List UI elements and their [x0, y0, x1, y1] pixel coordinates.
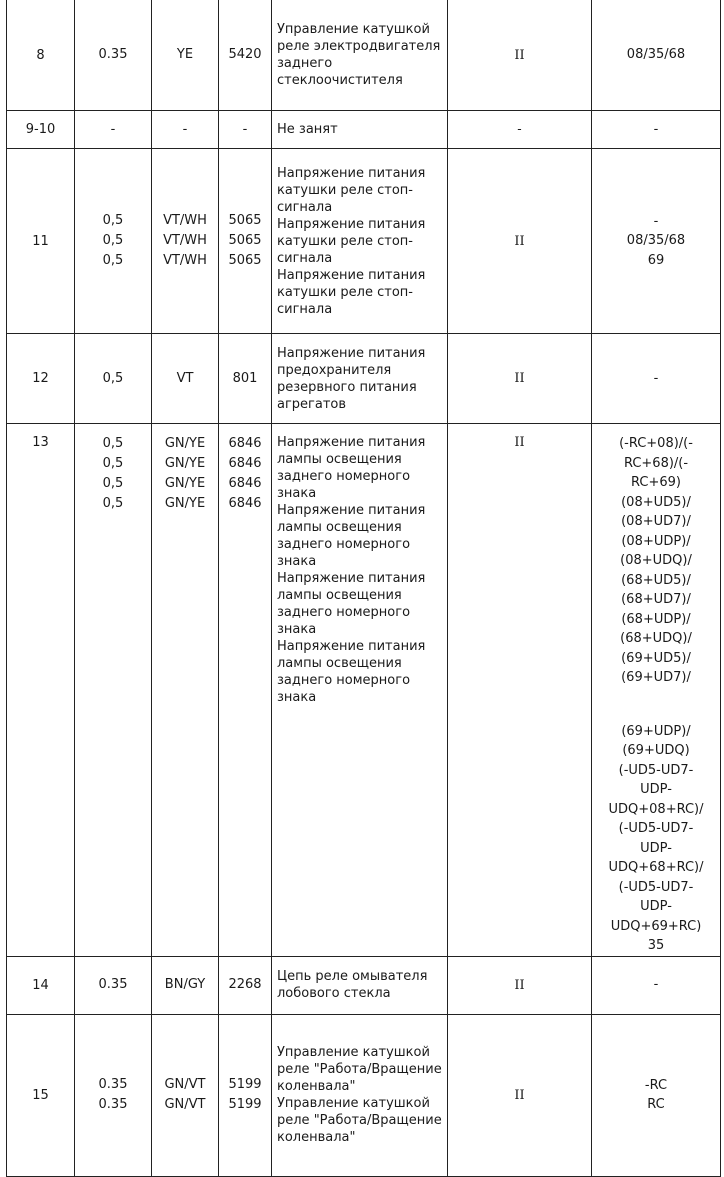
variant-line-list — [592, 975, 720, 995]
variant-line: UDQ+68+RC)/ — [608, 860, 704, 875]
description-cell — [272, 334, 448, 424]
wire-color: VT/WH — [163, 253, 207, 268]
wire-color-list — [152, 975, 218, 995]
wire-color-list — [152, 1075, 218, 1115]
description-line-list — [277, 345, 443, 413]
wire-code: 6846 — [228, 436, 262, 451]
wire-code: 5420 — [228, 47, 262, 62]
code-cell — [219, 111, 272, 149]
description-line-list — [277, 165, 443, 318]
variant-gap — [592, 688, 720, 722]
description-line: Управление катушкой реле "Работа/Вращение коленвала" — [277, 1096, 442, 1145]
variant-cell — [592, 0, 721, 111]
pin-number: 14 — [32, 977, 49, 993]
section-cell — [75, 149, 152, 334]
wire-section-list — [75, 1075, 151, 1115]
wire-code: 6846 — [228, 456, 262, 471]
table-row — [7, 424, 721, 957]
wire-color: VT — [176, 370, 194, 386]
variant-line: 69 — [647, 252, 665, 268]
variant-line: (-UD5-UD7- — [618, 821, 694, 836]
code-cell — [219, 956, 272, 1014]
wire-section-list — [75, 369, 151, 389]
grade-cell — [448, 111, 592, 149]
pin-number: 9-10 — [25, 122, 56, 137]
section-cell — [75, 334, 152, 424]
variant-line: (08+UDP)/ — [621, 533, 691, 549]
variant-line-list — [592, 212, 720, 271]
variant-line: UDP- — [640, 840, 672, 856]
pin-cell — [7, 956, 75, 1014]
pin-cell — [7, 1014, 75, 1176]
wire-code: 6846 — [228, 476, 262, 491]
variant-line: -RC — [644, 1077, 668, 1093]
grade-cell — [448, 0, 592, 111]
variant-line: - — [653, 370, 659, 386]
wire-code-list — [219, 975, 271, 995]
description-line-list — [277, 434, 443, 706]
description-line: Управление катушкой реле "Работа/Вращение коленвала" — [277, 1045, 442, 1094]
section-cell — [75, 111, 152, 149]
variant-cell — [592, 149, 721, 334]
variant-line-list — [592, 722, 720, 956]
grade-value: - — [517, 122, 522, 137]
grade-value: II — [514, 435, 525, 450]
wire-code-list — [219, 1075, 271, 1115]
wire-section-list — [75, 975, 151, 995]
wire-color-list — [152, 45, 218, 65]
wire-code: - — [242, 121, 248, 137]
wire-section: 0.35 — [98, 977, 128, 992]
code-cell — [219, 1014, 272, 1176]
wire-code: 801 — [232, 370, 258, 386]
section-cell — [75, 1014, 152, 1176]
wire-section: 0,5 — [102, 476, 124, 491]
description-line-list — [277, 121, 443, 138]
description-line: Напряжение питания катушки реле стоп-сигнала — [277, 216, 426, 266]
grade-value: II — [514, 977, 525, 993]
pin-cell — [7, 334, 75, 424]
description-line: Напряжение питания предохранителя резервного питания агрегатов — [277, 345, 426, 412]
wire-code-list — [219, 434, 271, 514]
color-cell — [152, 1014, 219, 1176]
wire-color: GN/YE — [164, 496, 206, 511]
code-cell — [219, 0, 272, 111]
section-cell — [75, 0, 152, 111]
wire-section-list — [75, 120, 151, 140]
wire-color: VT/WH — [163, 233, 207, 248]
wire-code: 2268 — [228, 977, 262, 992]
color-cell — [152, 334, 219, 424]
description-line-list — [277, 968, 443, 1002]
wire-section: 0.35 — [98, 1097, 128, 1112]
grade-value: II — [514, 47, 525, 63]
grade-value: II — [514, 1087, 525, 1103]
variant-line: RC+69) — [631, 475, 681, 490]
code-cell — [219, 334, 272, 424]
section-cell — [75, 956, 152, 1014]
variant-line: RC+68)/(- — [623, 455, 689, 471]
variant-line: (69+UD5)/ — [621, 650, 691, 666]
wire-code-list — [219, 45, 271, 65]
variant-cell — [592, 334, 721, 424]
wire-color: BN/GY — [164, 977, 206, 992]
wire-section: 0,5 — [102, 213, 124, 228]
grade-cell — [448, 956, 592, 1014]
grade-cell — [448, 149, 592, 334]
description-cell — [272, 149, 448, 334]
color-cell — [152, 424, 219, 957]
pin-cell — [7, 0, 75, 111]
description-line: Цепь реле омывателя лобового стекла — [277, 969, 428, 1001]
description-line: Не занят — [277, 122, 338, 137]
wire-color: - — [182, 121, 188, 137]
wire-code: 5065 — [228, 213, 262, 228]
description-line: Напряжение питания лампы освещения заднего номерного знака — [277, 435, 426, 501]
color-cell — [152, 149, 219, 334]
pin-cell — [7, 424, 75, 957]
description-cell — [272, 1014, 448, 1176]
variant-line-list — [592, 45, 720, 65]
variant-line: (69+UDP)/ — [621, 723, 691, 739]
description-line-list — [277, 1044, 443, 1146]
variant-line-list — [592, 1076, 720, 1115]
wire-code: 5065 — [228, 233, 262, 248]
table-body — [7, 0, 721, 1176]
variant-line-list — [592, 434, 720, 688]
wire-code-list — [219, 369, 271, 389]
wire-color: YE — [176, 47, 194, 62]
variant-line: (-UD5-UD7- — [618, 762, 694, 778]
wire-color-list — [152, 369, 218, 389]
variant-line: (08+UD5)/ — [621, 494, 691, 510]
pin-number: 15 — [32, 1087, 49, 1103]
variant-line: - — [653, 977, 659, 993]
variant-line: (08+UDQ)/ — [620, 553, 692, 568]
variant-cell — [592, 424, 721, 957]
variant-line: 08/35/68 — [626, 233, 686, 249]
section-cell — [75, 424, 152, 957]
wire-code: 5065 — [228, 253, 262, 268]
wire-color-list — [152, 434, 218, 514]
variant-line: (68+UD7)/ — [621, 592, 691, 607]
wire-color: GN/VT — [164, 1097, 206, 1112]
grade-value: II — [514, 371, 525, 386]
wire-code: 5199 — [228, 1097, 262, 1112]
color-cell — [152, 0, 219, 111]
pinout-table — [6, 0, 721, 1177]
wire-section-list — [75, 45, 151, 65]
variant-line: (68+UDP)/ — [621, 611, 691, 627]
wire-color-list — [152, 120, 218, 140]
wire-section: 0,5 — [102, 496, 124, 511]
description-line: Управление катушкой реле электродвигателя заднего стеклоочистителя — [277, 22, 441, 88]
description-line: Напряжение питания лампы освещения заднего номерного знака — [277, 639, 426, 705]
grade-cell — [448, 334, 592, 424]
color-cell — [152, 111, 219, 149]
table-row — [7, 149, 721, 334]
wire-section: 0,5 — [102, 370, 124, 386]
variant-line: (68+UDQ)/ — [620, 631, 692, 646]
variant-line: UDP- — [640, 782, 672, 797]
variant-line: 35 — [647, 938, 665, 953]
variant-line: UDQ+69+RC) — [610, 918, 702, 934]
wire-section: 0.35 — [98, 1077, 128, 1092]
grade-value: II — [514, 233, 525, 249]
color-cell — [152, 956, 219, 1014]
wire-code: 6846 — [228, 496, 262, 511]
grade-cell — [448, 1014, 592, 1176]
description-line-list — [277, 21, 443, 89]
variant-line: (-UD5-UD7- — [618, 879, 694, 895]
wire-code-list — [219, 120, 271, 140]
variant-line: - — [653, 213, 659, 229]
description-line: Напряжение питания лампы освещения заднего номерного знака — [277, 503, 426, 569]
variant-cell — [592, 956, 721, 1014]
pin-number: 12 — [32, 371, 49, 386]
wire-color: GN/YE — [164, 436, 206, 451]
pin-cell — [7, 111, 75, 149]
description-line: Напряжение питания катушки реле стоп-сигнала — [277, 267, 426, 317]
variant-line: UDP- — [640, 899, 672, 914]
variant-line-list — [592, 120, 720, 140]
code-cell — [219, 149, 272, 334]
variant-cell — [592, 1014, 721, 1176]
description-cell — [272, 424, 448, 957]
pin-cell — [7, 149, 75, 334]
pin-number: 11 — [32, 233, 49, 249]
table-row — [7, 334, 721, 424]
wire-color: GN/YE — [164, 476, 206, 491]
variant-line: 08/35/68 — [626, 47, 686, 63]
wire-section-list — [75, 434, 151, 514]
table-row — [7, 1014, 721, 1176]
description-cell — [272, 956, 448, 1014]
pin-number: 13 — [32, 435, 49, 450]
variant-line: RC — [647, 1097, 665, 1112]
wire-code: 5199 — [228, 1077, 262, 1092]
wire-code-list — [219, 211, 271, 271]
grade-cell — [448, 424, 592, 957]
wire-section: 0,5 — [102, 253, 124, 268]
description-line: Напряжение питания катушки реле стоп-сигнала — [277, 165, 426, 215]
variant-line: (-RC+08)/(- — [619, 436, 693, 451]
wire-color: GN/YE — [164, 456, 206, 471]
variant-line: - — [653, 121, 659, 137]
variant-line: (68+UD5)/ — [621, 572, 691, 588]
variant-line: (69+UD7)/ — [621, 670, 691, 685]
wire-section: 0,5 — [102, 233, 124, 248]
wire-color: VT/WH — [163, 213, 207, 228]
table-row — [7, 0, 721, 111]
description-cell — [272, 111, 448, 149]
wire-color: GN/VT — [164, 1077, 206, 1092]
variant-line: (69+UDQ) — [622, 743, 690, 758]
pin-number: 8 — [36, 47, 45, 63]
code-cell — [219, 424, 272, 957]
variant-line: UDQ+08+RC)/ — [608, 801, 704, 817]
table-row — [7, 956, 721, 1014]
wire-section-list — [75, 211, 151, 271]
wire-section: - — [110, 121, 116, 137]
wire-section: 0,5 — [102, 436, 124, 451]
variant-cell — [592, 111, 721, 149]
wire-color-list — [152, 211, 218, 271]
description-line: Напряжение питания лампы освещения заднего номерного знака — [277, 571, 426, 637]
variant-line-list — [592, 369, 720, 389]
wire-section: 0.35 — [98, 47, 128, 62]
variant-line: (08+UD7)/ — [621, 514, 691, 529]
table-row — [7, 111, 721, 149]
wire-section: 0,5 — [102, 456, 124, 471]
description-cell — [272, 0, 448, 111]
